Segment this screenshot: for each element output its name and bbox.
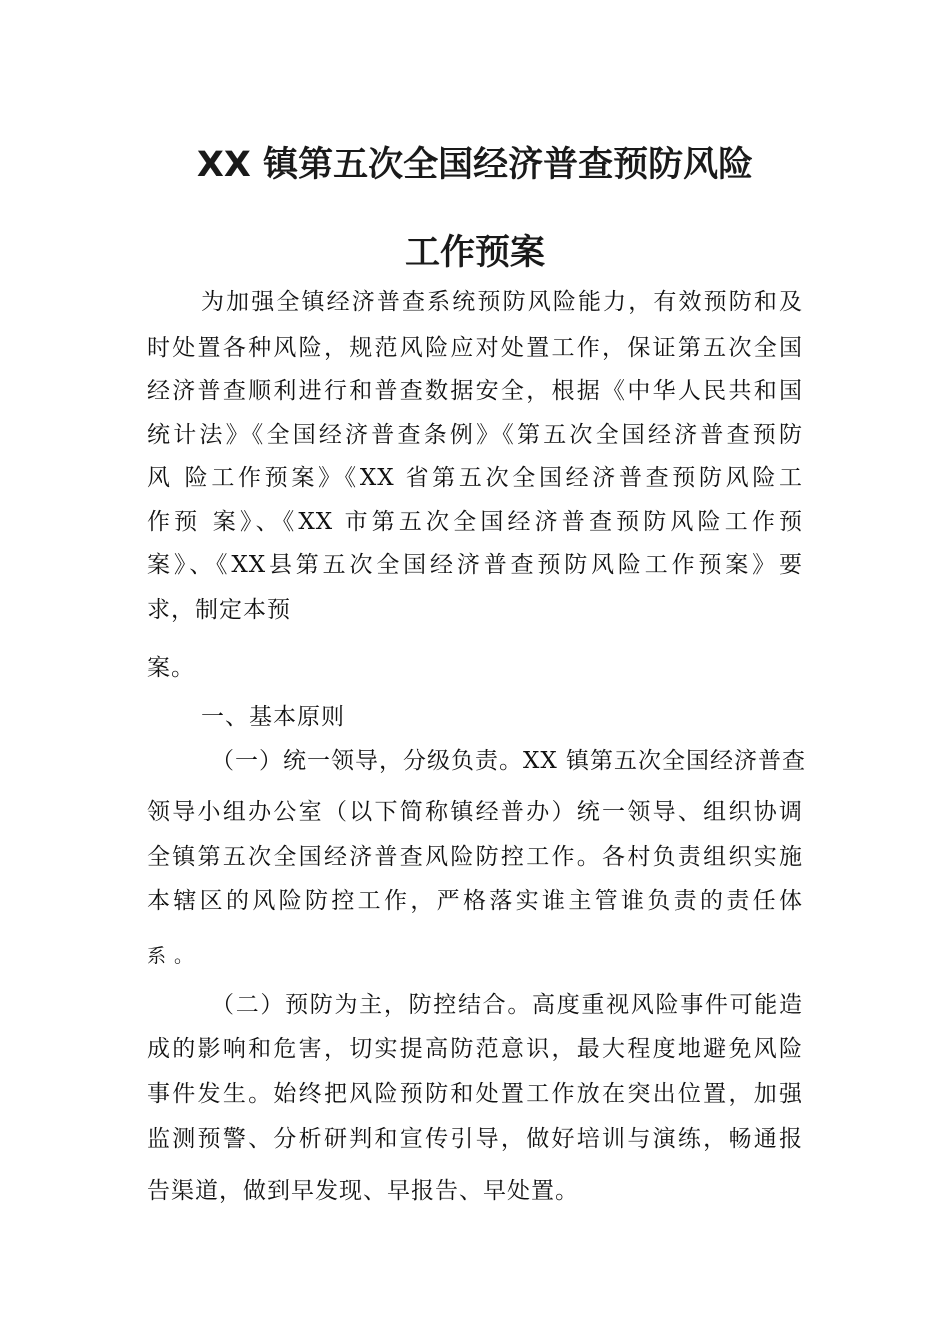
principle-1-line: 全镇第五次全国经济普查风险防控工作。各村负责组织实施 bbox=[147, 844, 803, 870]
intro-line: 为加强全镇经济普查系统预防风险能力，有效预防和及 bbox=[201, 289, 803, 315]
intro-line: 求，制定本预 bbox=[147, 597, 291, 623]
intro-line: 统计法》《全国经济普查条例》《第五次全国经济普查预防 bbox=[147, 422, 803, 448]
principle-2-line: 监测预警、分析研判和宣传引导，做好培训与演练，畅通报 bbox=[147, 1126, 803, 1152]
document-title-line-1: XX 镇第五次全国经济普查预防风险 bbox=[196, 145, 754, 185]
principle-1-line: （一）统一领导，分级负责。XX 镇第五次全国经济普查 bbox=[211, 748, 807, 774]
intro-line: 案》、《XX县第五次全国经济普查预防风险工作预案》要 bbox=[147, 552, 803, 578]
intro-line: 时处置各种风险，规范风险应对处置工作，保证第五次全国 bbox=[147, 335, 803, 361]
intro-line: 案。 bbox=[147, 655, 195, 681]
intro-line: 风 险工作预案》《XX 省第五次全国经济普查预防风险工 bbox=[147, 465, 803, 491]
section-heading: 一、基本原则 bbox=[201, 704, 345, 730]
intro-line: 作预 案》、《XX 市第五次全国经济普查预防风险工作预 bbox=[147, 509, 803, 535]
principle-2-line: 告渠道，做到早发现、早报告、早处置。 bbox=[147, 1178, 579, 1204]
principle-1-line: 系 。 bbox=[147, 945, 195, 967]
principle-2-line: （二）预防为主，防控结合。高度重视风险事件可能造 bbox=[211, 992, 803, 1018]
principle-2-line: 成的影响和危害，切实提高防范意识，最大程度地避免风险 bbox=[147, 1036, 803, 1062]
principle-1-line: 本辖区的风险防控工作，严格落实谁主管谁负责的责任体 bbox=[147, 888, 803, 914]
intro-line: 经济普查顺利进行和普查数据安全，根据《中华人民共和国 bbox=[147, 378, 803, 404]
document-title-line-2: 工作预案 bbox=[404, 233, 545, 273]
principle-2-line: 事件发生。始终把风险预防和处置工作放在突出位置，加强 bbox=[147, 1081, 803, 1107]
principle-1-line: 领导小组办公室（以下简称镇经普办）统一领导、组织协调 bbox=[147, 799, 803, 825]
